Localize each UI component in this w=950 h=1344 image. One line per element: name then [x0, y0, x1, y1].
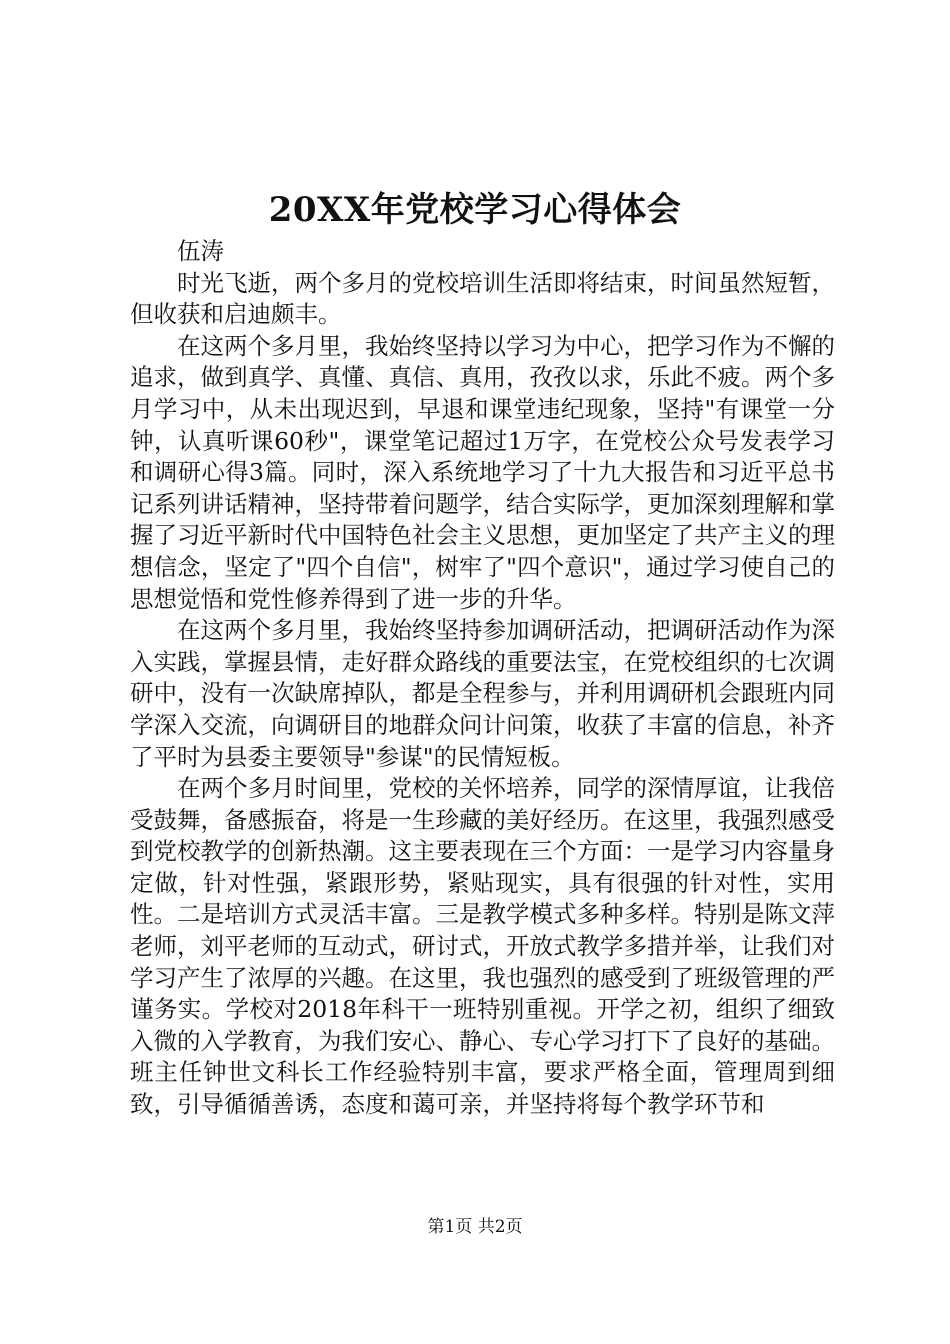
page-number-footer: 第1页 共2页: [427, 1217, 523, 1237]
author-name: 伍涛: [177, 237, 224, 265]
paragraph-4: 在两个多月时间里，党校的关怀培养，同学的深情厚谊，让我倍受鼓舞，备感振奋，将是一生珍藏的美好经历。在这里，我强烈感受到党校教学的创新热潮。这主要表现在三个方面：一是学习内容量身定做，针对性强，紧跟形势，紧贴现实，具有很强的针对性，实用性。二是培训方式灵活丰富。三是教学模式多种多样。特别是陈文萍老师，刘平老师的互动式，研讨式，开放式教学多措并举，让我们对学习产生了浓厚的兴趣。在这里，我也强烈的感受到了班级管理的严谨务实。学校对2018年科干一班特别重视。开学之初，组织了细致入微的入学教育，为我们安心、静心、专心学习打下了良好的基础。班主任钟世文科长工作经验特别丰富，要求严格全面，管理周到细致，引导循循善诱，态度和蔼可亲，并坚持将每个教学环节和: [130, 774, 835, 1119]
paragraph-3: 在这两个多月里，我始终坚持参加调研活动，把调研活动作为深入实践，掌握县情，走好群众路线的重要法宝，在党校组织的七次调研中，没有一次缺席掉队，都是全程参与，并利用调研机会跟班内同学深入交流，向调研目的地群众问计问策，收获了丰富的信息，补齐了平时为县委主要领导"参谋"的民情短板。: [130, 616, 835, 771]
document-title: 20XX年党校学习心得体会: [268, 190, 682, 230]
paragraph-1: 时光飞逝，两个多月的党校培训生活即将结束，时间虽然短暂，但收获和启迪颇丰。: [130, 268, 835, 329]
document-body: [130, 236, 835, 1121]
paragraph-2: 在这两个多月里，我始终坚持以学习为中心，把学习作为不懈的追求，做到真学、真懂、真信、真用，孜孜以求，乐此不疲。两个多月学习中，从未出现迟到，早退和课堂违纪现象，坚持"有课堂一分钟，认真听课60秒"，课堂笔记超过1万字，在党校公众号发表学习和调研心得3篇。同时，深入系统地学习了十九大报告和习近平总书记系列讲话精神，坚持带着问题学，结合实际学，更加深刻理解和掌握了习近平新时代中国特色社会主义思想，更加坚定了共产主义的理想信念，坚定了"四个自信"，树牢了"四个意识"，通过学习使自己的思想觉悟和党性修养得到了进一步的升华。: [130, 331, 835, 613]
